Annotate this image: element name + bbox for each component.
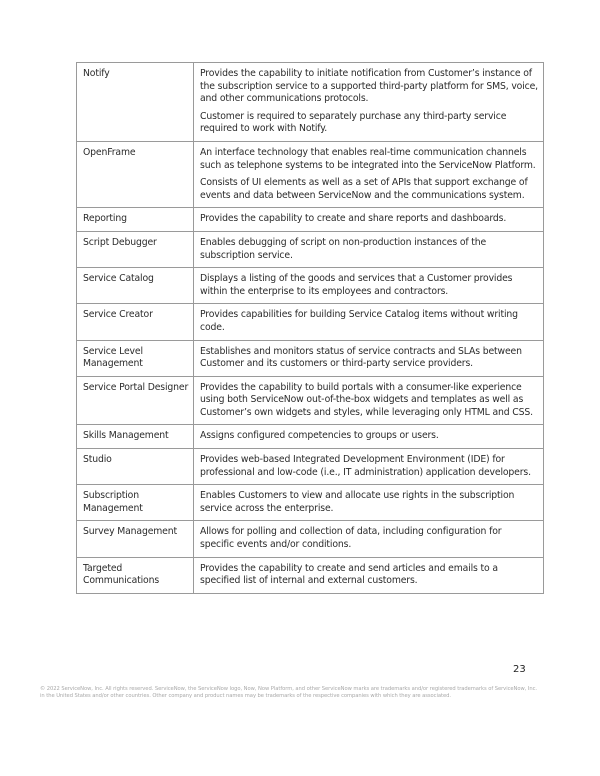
product-name-cell: Service Catalog [77, 268, 194, 304]
product-description-cell [194, 268, 544, 304]
table-row [77, 557, 544, 593]
product-description-cell [194, 557, 544, 593]
product-description-cell [194, 208, 544, 232]
product-name-cell: OpenFrame [77, 141, 194, 207]
product-name-cell: Skills Management [77, 425, 194, 449]
description-paragraph: Provides web-based Integrated Development Environment (IDE) for professional and low-code (i.e., IT administration) application developers. [200, 454, 531, 478]
product-name-cell: Survey Management [77, 521, 194, 557]
product-description-cell [194, 304, 544, 340]
table-row [77, 268, 544, 304]
product-name-cell: Service Portal Designer [77, 376, 194, 425]
product-description-cell [194, 141, 544, 207]
description-paragraph: Consists of UI elements as well as a set of APIs that support exchange of events and data between ServiceNow and the communications system. [200, 177, 528, 201]
description-paragraph: Assigns configured competencies to groups or users. [200, 430, 439, 442]
description-paragraph: Establishes and monitors status of service contracts and SLAs between Customer and its customers or third-party service providers. [200, 345, 522, 370]
table-row [77, 521, 544, 557]
table-row [77, 141, 544, 207]
description-paragraph: Enables debugging of script on non-production instances of the subscription service. [200, 236, 487, 261]
description-paragraph: Provides the capability to create and send articles and emails to a specified list of internal and external customers. [200, 562, 498, 587]
table-row [77, 376, 544, 425]
table-row [77, 208, 544, 232]
table-row [77, 304, 544, 340]
table-row [77, 63, 544, 142]
table-row [77, 231, 544, 267]
table-row [77, 425, 544, 449]
product-name-cell: Subscription Management [77, 485, 194, 521]
description-paragraph: Provides capabilities for building Service Catalog items without writing code. [200, 309, 518, 333]
product-name-cell: Studio [77, 449, 194, 485]
description-paragraph: Enables Customers to view and allocate use rights in the subscription service across the enterprise. [200, 490, 515, 514]
product-name-cell: Service Level Management [77, 340, 194, 376]
table-body [77, 63, 544, 594]
product-name-cell: Script Debugger [77, 231, 194, 267]
page-number: 23 [513, 664, 526, 675]
product-description-table [76, 62, 544, 594]
description-paragraph: Provides the capability to create and share reports and dashboards. [200, 213, 507, 225]
table-row [77, 485, 544, 521]
product-description-cell [194, 425, 544, 449]
product-description-cell [194, 63, 544, 142]
product-name-cell: Service Creator [77, 304, 194, 340]
product-name-cell: Reporting [77, 208, 194, 232]
table-row [77, 449, 544, 485]
description-paragraph: Customer is required to separately purchase any third-party service required to work with Notify. [200, 110, 507, 135]
table-row [77, 340, 544, 376]
description-paragraph: Provides the capability to build portals with a consumer-like experience using both ServiceNow out-of-the-box widgets and templates as well as Customer’s own widgets and styles, while leveraging only HTML and CSS. [200, 381, 533, 418]
description-paragraph: Displays a listing of the goods and services that a Customer provides within the enterprise to its employees and contractors. [200, 273, 513, 297]
product-name-cell: Targeted Communications [77, 557, 194, 593]
product-description-cell [194, 340, 544, 376]
description-paragraph: Allows for polling and collection of data, including configuration for specific events and/or conditions. [200, 526, 502, 551]
product-description-cell [194, 231, 544, 267]
product-description-cell [194, 485, 544, 521]
description-paragraph: An interface technology that enables real-time communication channels such as telephone systems to be integrated into the ServiceNow Platform. [200, 146, 536, 171]
product-description-cell [194, 376, 544, 425]
description-paragraph: Provides the capability to initiate notification from Customer’s instance of the subscription service to a supported third-party platform for SMS, voice, and other communications protocols. [200, 68, 538, 105]
product-name-cell: Notify [77, 63, 194, 142]
product-description-cell [194, 521, 544, 557]
product-description-cell [194, 449, 544, 485]
copyright-footer: © 2022 ServiceNow, Inc. All rights reserved. ServiceNow, the ServiceNow logo, Now, Now Platform, and other ServiceNow marks are trademarks and/or registered trademarks of ServiceNow, Inc. in the United States and/or other countries. Other company and product names may be trademarks of the respective companies with which they are associated. [40, 686, 538, 700]
